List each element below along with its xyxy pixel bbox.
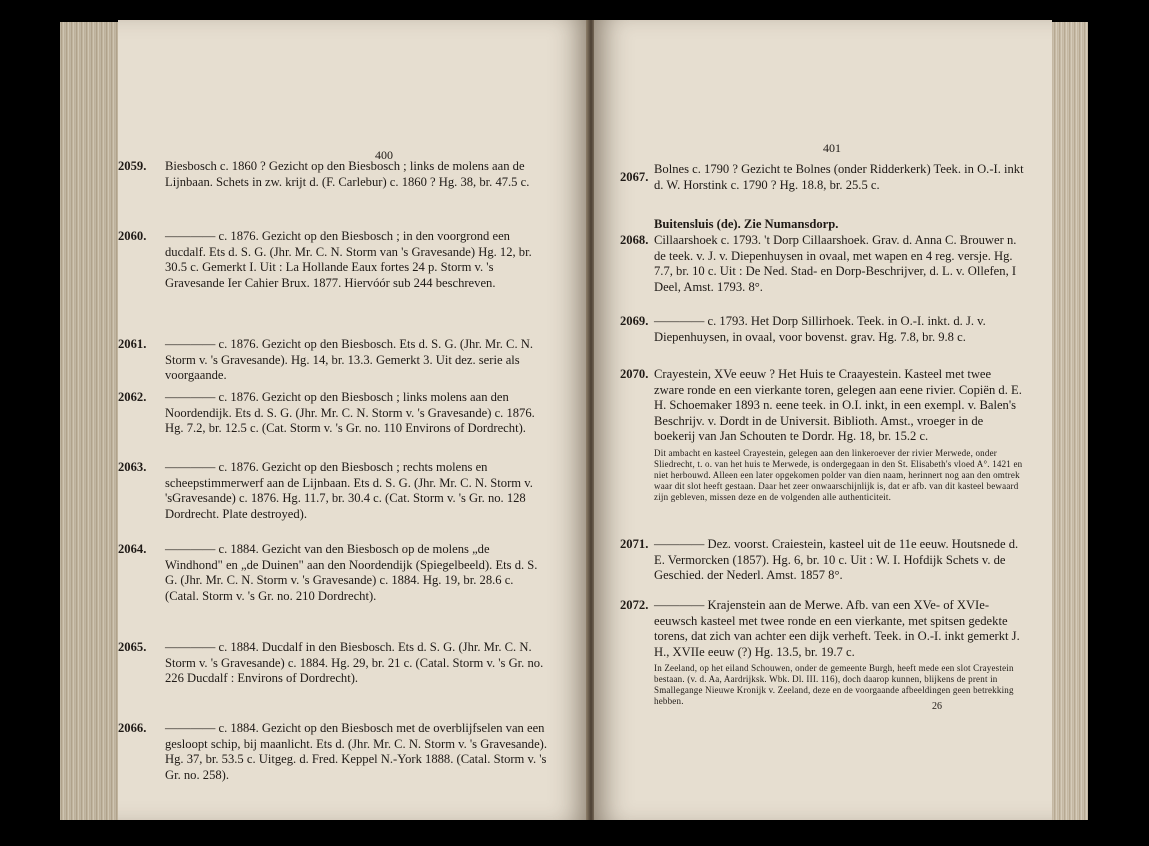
catalog-entry: ———— c. 1876. Gezicht op den Biesbosch ; in den voorgrond een ducdalf. Ets d. S. G. (Jhr. Mr. C. N. Storm van 's Gravesande) Hg. 12, br. 30.5 c. Gemerkt I. Uit : La Hollande Eaux fortes 24 p. Storm v. 's Gravesande Ier Cahier Brux. 1877. Hiervóór sub 244 beschreven. bbox=[165, 229, 532, 290]
catalog-entry: ———— c. 1884. Gezicht op den Biesbosch met de overblijfselen van een gesloopt schip, bij maanlicht. Ets d. (Jhr. Mr. C. N. Storm v. 's Gravesande). Hg. 37, br. 53.5 c. Uitgeg. d. Fred. Keppel N.-York 1888. (Catal. Storm v. 's Gr. no. 258). bbox=[165, 721, 548, 782]
catalog-entry: ———— Dez. voorst. Craiestein, kasteel uit de 11e eeuw. Houtsnede d. E. Vermorcken (1857). Hg. 6, br. 10 c. Uit : W. I. Hofdijk Schets v. de Geschied. der Nederl. Amst. 1857 8°. bbox=[654, 537, 1019, 582]
catalog-entry bbox=[654, 367, 1024, 503]
entry-number: 2066. bbox=[118, 721, 147, 735]
page-number-left: 400 bbox=[375, 148, 393, 162]
entry-number: 2059. bbox=[118, 159, 147, 173]
entry-text: ———— Krajenstein aan de Merwe. Afb. van een XVe- of XVIe-eeuwsch kasteel met twee ronde en een vierkante, met spitsen gedekte torens, dat zich van achter een dijk verheft. Teek. in O.-I. inkt gemerkt J. H., XVIIe eeuw (?) Hg. 13.5, br. 19.7 c. bbox=[654, 598, 1020, 659]
catalog-entry bbox=[654, 162, 1024, 193]
page-number-right: 401 bbox=[823, 141, 841, 155]
catalog-entry: ———— c. 1884. Gezicht van den Biesbosch op de molens „de Windhond" en „de Duinen" aan den Noordendijk (Spiegelbeeld). Ets d. S. G. (Jhr. Mr. C. N. Storm v. 's Gravesande) c. 1884. Hg. 19, br. 28.6 c. (Catal. Storm v. 's Gr. no. 210 Dordrecht). bbox=[165, 542, 538, 603]
entry-text: Crayestein, XVe eeuw ? Het Huis te Craayestein. Kasteel met twee zware ronde en een vierkante toren, gelegen aan eene rivier. Copiën d. E. H. Schoemaker 1893 n. eene teek. in O.I. inkt, in een exempl. v. Balen's Beschrijv. v. Dordt in de Universit. Biblioth. Amst., vroeger in de boekerij van Jan Schouten te Dordr. Hg. 18, br. 15.2 c. bbox=[654, 367, 1022, 443]
entry-number: 2061. bbox=[118, 337, 147, 351]
entry-number: 2068. bbox=[620, 233, 649, 247]
catalog-entry: Cillaarshoek c. 1793. 't Dorp Cillaarshoek. Grav. d. Anna C. Brouwer n. de teek. v. J. v. Diepenhuysen in ovaal, met wapen en 4 reg. versje. Hg. 7.7, br. 10 c. Uit : De Ned. Stad- en Dorp-Beschrijver, d. L. v. Ollefen, I Deel, Amst. 1793. 8°. bbox=[654, 233, 1017, 294]
catalog-entry: ———— c. 1876. Gezicht op den Biesbosch ; rechts molens en scheepstimmerwerf aan de Lijnbaan. Ets d. S. G. (Jhr. Mr. C. N. Storm v. 'sGravesande) c. 1876. Hg. 11.7, br. 30.4 c. (Cat. Storm v. 's Gr. no. 128 Dordrecht. Plate destroyed). bbox=[165, 460, 533, 521]
entry-number: 2065. bbox=[118, 640, 147, 654]
catalog-entry: ———— c. 1793. Het Dorp Sillirhoek. Teek. in O.-I. inkt. d. J. v. Diepenhuysen, in ovaal, voor bovenst. grav. Hg. 7.8, br. 9.8 c. bbox=[654, 314, 986, 344]
entry-number: 2063. bbox=[118, 460, 147, 474]
right-page bbox=[594, 20, 1052, 820]
cross-reference: Buitensluis (de). Zie Numansdorp. bbox=[654, 217, 839, 231]
entry-number: 2069. bbox=[620, 314, 649, 328]
signature-mark: 26 bbox=[932, 701, 942, 712]
catalog-entry: ———— c. 1876. Gezicht op den Biesbosch ; links molens aan den Noordendijk. Ets d. S. G. (Jhr. Mr. C. N. Storm v. 's Gravesande) c. 1876. Hg. 7.2, br. 12.5 c. (Cat. Storm v. 's Gr. no. 110 Environs of Dordrecht). bbox=[165, 390, 535, 435]
entry-number: 2062. bbox=[118, 390, 147, 404]
catalog-entry: Biesbosch c. 1860 ? Gezicht op den Biesbosch ; links de molens aan de Lijnbaan. Schets in zw. krijt d. (F. Carlebur) c. 1860 ? Hg. 38, br. 47.5 c. bbox=[165, 159, 530, 189]
left-page bbox=[118, 20, 588, 820]
entry-number: 2071. bbox=[620, 537, 649, 551]
catalog-entry: ———— c. 1876. Gezicht op den Biesbosch. Ets d. S. G. (Jhr. Mr. C. N. Storm v. 's Gravesande). Hg. 14, br. 13.3. Gemerkt 3. Uit dez. serie als voorgaande. bbox=[165, 337, 533, 382]
entry-number: 2067. bbox=[620, 170, 649, 184]
page-stack-right bbox=[1048, 22, 1088, 820]
entry-number: 2072. bbox=[620, 598, 649, 612]
catalog-entry bbox=[654, 598, 1024, 707]
entry-number: 2060. bbox=[118, 229, 147, 243]
entry-number: 2070. bbox=[620, 367, 649, 381]
footnote: Dit ambacht en kasteel Crayestein, gelegen aan den linkeroever der rivier Merwede, onder Sliedrecht, t. o. van het huis te Merwede, is ondergegaan in den St. Elisabeth's vloed A°. 1421 en niet herbouwd. Alleen een later opgekomen polder van dien naam, herinnert nog aan den omtrek waar dit slot heeft gestaan. Daar het zeer onwaarschijnlijk is, dat er afb. van dit kasteel bewaard zijn gebleven, missen deze en de volgenden alle authenticiteit. bbox=[654, 447, 1023, 502]
catalog-entry: ———— c. 1884. Ducdalf in den Biesbosch. Ets d. S. G. (Jhr. Mr. C. N. Storm v. 's Gravesande) c. 1884. Hg. 29, br. 21 c. (Catal. Storm v. 's Gr. no. 226 Ducdalf : Environs of Dordrecht). bbox=[165, 640, 544, 685]
entry-number: 2064. bbox=[118, 542, 147, 556]
page-stack-left bbox=[60, 22, 122, 820]
entry-text: Bolnes c. 1790 ? Gezicht te Bolnes (onder Ridderkerk) Teek. in O.-I. inkt d. W. Horstink c. 1790 ? Hg. 18.8, br. 25.5 c. bbox=[654, 162, 1024, 192]
footnote: In Zeeland, op het eiland Schouwen, onder de gemeente Burgh, heeft mede een slot Crayestein bestaan. (v. d. Aa, Aardrijksk. Wbk. Dl. III. 116), doch daarop kunnen, blijkens de prent in Smallegange Nieuwe Kronijk v. Zeeland, deze en de voorgaande afbeeldingen geen betrekking hebben. bbox=[654, 663, 1014, 706]
